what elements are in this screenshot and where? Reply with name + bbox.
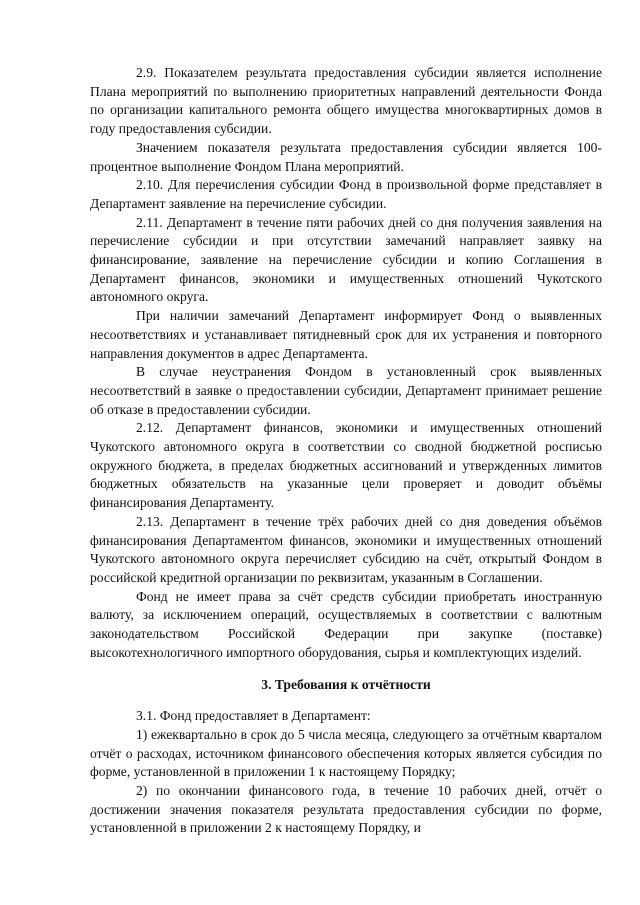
- paragraph-3-1: 3.1. Фонд предоставляет в Департамент:: [136, 708, 371, 724]
- paragraph-2-12: 2.12. Департамент финансов, экономики и имущественных отношений Чукотского автономного округа в соответствии со сводной бюджетной росписью окружного бюджета, в пределах бюджетных ассигнований и утвержденных лимитов бюджетных обязательств на указанные цели проверяет и доводит объёмы финансирования Департаменту.: [90, 420, 602, 511]
- paragraph-3-1-item-1: 1) ежеквартально в срок до 5 числа месяца, следующего за отчётным кварталом отчёт о расходах, источником финансового обеспечения которых является субсидия по форме, установленной в приложении 1 к настоящему Порядку;: [90, 726, 602, 780]
- paragraph-3-1-item-2: 2) по окончании финансового года, в течение 10 рабочих дней, отчёт о достижении значения показателя результата предоставления субсидии по форме, установленной в приложении 2 к настоящему Порядку, и: [90, 783, 602, 836]
- paragraph-2-10: 2.10. Для перечисления субсидии Фонд в произвольной форме представляет в Департамент заявление на перечисление субсидии.: [90, 177, 602, 211]
- section-heading: 3. Требования к отчётности: [261, 676, 431, 692]
- paragraph-2-11: 2.11. Департамент в течение пяти рабочих дней со дня получения заявления на перечисление субсидии и при отсутствии замечаний направляет заявку на финансирование, заявление на перечисление субсидии и копию Соглашения в Департамент финансов, экономики и имущественных отношений Чукотского автономного округа.: [90, 214, 602, 305]
- paragraph-2-11-remarks: При наличии замечаний Департамент информирует Фонд о выявленных несоответствиях и устанавливает пятидневный срок для их устранения и повторного направления документов в адрес Департамента.: [90, 308, 602, 361]
- paragraph-2-11-refusal: В случае неустранения Фондом в установленный срок выявленных несоответствий в заявке о предоставлении субсидии, Департамент принимает решение об отказе в предоставлении субсидии.: [90, 364, 602, 417]
- paragraph-2-13: 2.13. Департамент в течение трёх рабочих дней со дня доведения объёмов финансирования Департаментом финансов, экономики и имущественных отношений Чукотского автономного округа перечисляет субсидию на счёт, открытый Фондом в российской кредитной организации по реквизитам, указанным в Соглашении.: [90, 513, 602, 585]
- document-page: [90, 64, 602, 838]
- paragraph-currency-restriction: Фонд не имеет права за счёт средств субсидии приобретать иностранную валюту, за исключением операций, осуществляемых в соответствии с валютным законодательством Российской Федерации при закупке (поставке) высокотехнологичного импортного оборудования, сырья и комплектующих изделий.: [90, 588, 602, 660]
- paragraph-2-9: 2.9. Показателем результата предоставления субсидии является исполнение Плана мероприятий по выполнению приоритетных направлений деятельности Фонда по организации капитального ремонта общего имущества многоквартирных домов в году предоставления субсидии.: [90, 65, 602, 137]
- paragraph-2-9-value: Значением показателя результата предоставления субсидии является 100- процентное выполнение Фондом Плана мероприятий.: [90, 139, 602, 174]
